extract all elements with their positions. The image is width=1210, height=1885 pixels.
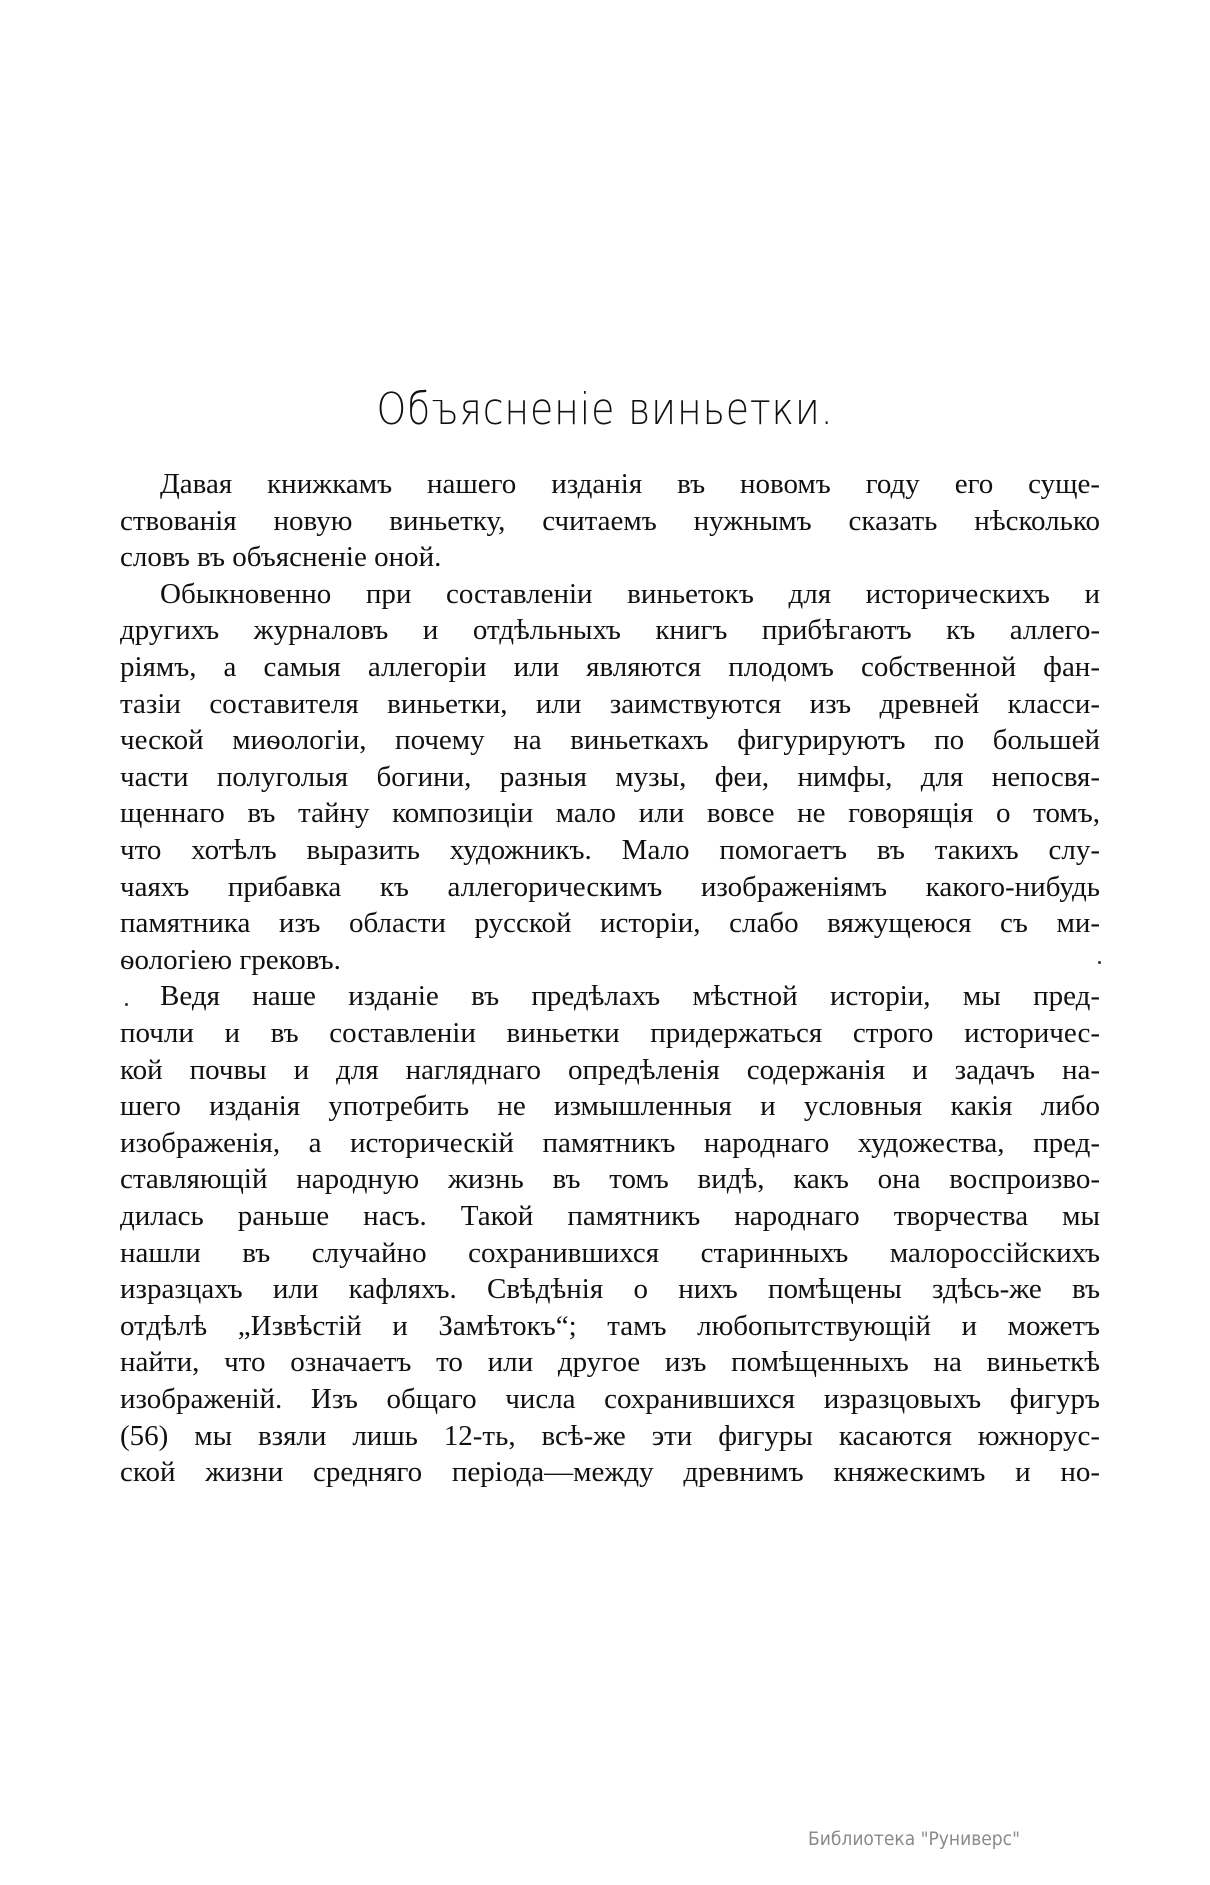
text-line: словъ въ объясненiе оной. xyxy=(120,541,442,574)
text-line: ставляющiй народную жизнь въ томъ видѣ, какъ она воспроизво- xyxy=(120,1163,1100,1196)
text-line: кой почвы и для нагляднаго опредѣленiя содержанiя и задачъ на- xyxy=(120,1053,1100,1086)
text-line: тазiи составителя виньетки, или заимствуются изъ древней класси- xyxy=(120,687,1100,720)
text-line: почли и въ составленiи виньетки придержаться строго историчес- xyxy=(120,1017,1100,1049)
text-line: изразцахъ или кафляхъ. Свѣдѣнiя о нихъ помѣщены здѣсь-же въ xyxy=(120,1273,1100,1306)
text-line: шего изданiя употребить не измышленныя и условныя какiя либо xyxy=(120,1090,1100,1123)
scan-speck xyxy=(125,1003,128,1006)
text-line: Давая книжкамъ нашего изданiя въ новомъ году его суще- xyxy=(160,468,1100,500)
text-line: Обыкновенно при составленiи виньетокъ для историческихъ и xyxy=(160,577,1100,610)
text-line: другихъ журналовъ и отдѣльныхъ книгъ прибѣгаютъ къ аллего- xyxy=(120,614,1100,647)
scan-speck xyxy=(1098,961,1101,964)
text-line: ческой миѳологiи, почему на виньеткахъ фигурируютъ по большей xyxy=(120,724,1100,757)
text-line: (56) мы взяли лишь 12-ть, всѣ-же эти фигуры касаются южнорус- xyxy=(120,1419,1100,1452)
text-line: части полуголыя богини, разныя музы, феи, нимфы, для непосвя- xyxy=(120,760,1100,793)
text-line: изображенiй. Изъ общаго числа сохранившихся изразцовыхъ фигуръ xyxy=(120,1383,1100,1415)
text-line: чаяхъ прибавка къ аллегорическимъ изображенiямъ какого-нибудь xyxy=(120,870,1100,903)
text-line: что хотѣлъ выразить художникъ. Мало помогаетъ въ такихъ слу- xyxy=(120,834,1100,866)
page-title: Объясненiе виньетки. xyxy=(376,384,834,435)
text-line: изображенiя, а историческiй памятникъ народнаго художества, пред- xyxy=(120,1126,1100,1159)
text-line: дилась раньше насъ. Такой памятникъ народнаго творчества мы xyxy=(120,1200,1100,1232)
text-line: нашли въ случайно сохранившихся старинныхъ малороссiйскихъ xyxy=(120,1236,1100,1269)
library-watermark: Библиотека "Руниверс" xyxy=(808,1828,1020,1850)
text-line: щеннаго въ тайну композицiи мало или вовсе не говорящiя о томъ, xyxy=(120,797,1100,830)
text-line: ской жизни средняго перiода—между древнимъ княжескимъ и но- xyxy=(120,1456,1100,1489)
text-line: Ведя наше изданiе въ предѣлахъ мѣстной исторiи, мы пред- xyxy=(160,980,1100,1013)
text-line: найти, что означаетъ то или другое изъ помѣщенныхъ на виньеткѣ xyxy=(120,1346,1100,1379)
text-line: отдѣлѣ „Извѣстiй и Замѣтокъ“; тамъ любопытствующiй и можетъ xyxy=(120,1309,1100,1342)
text-line: ствованiя новую виньетку, считаемъ нужнымъ сказать нѣсколько xyxy=(120,504,1100,537)
text-line: ѳологiею грековъ. xyxy=(120,943,341,976)
text-line: памятника изъ области русской исторiи, слабо вяжущеюся съ ми- xyxy=(120,907,1100,940)
text-line: рiямъ, а самыя аллегорiи или являются плодомъ собственной фан- xyxy=(120,651,1100,683)
